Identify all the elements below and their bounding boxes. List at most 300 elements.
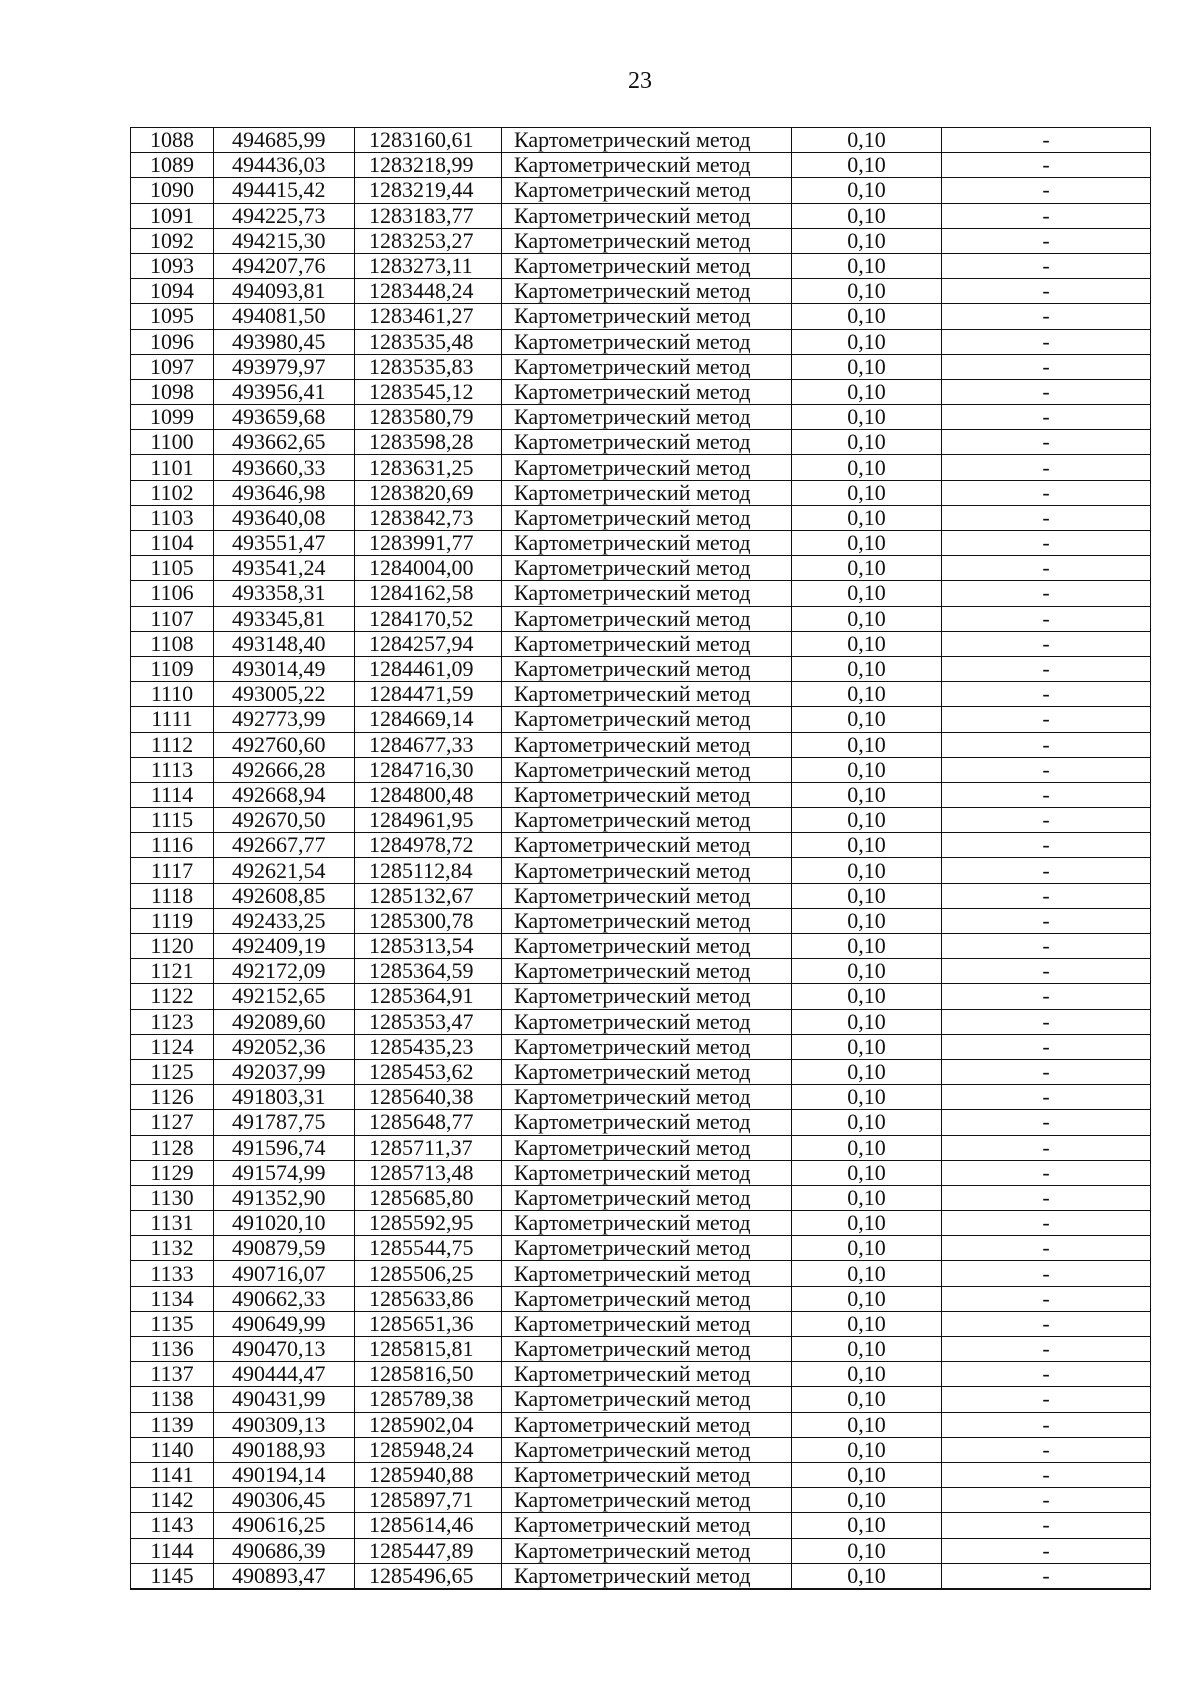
method-cell: Картометрический метод (502, 455, 792, 480)
accuracy-cell: 0,10 (792, 934, 942, 959)
note-cell: - (942, 1261, 1151, 1286)
method-cell: Картометрический метод (502, 1437, 792, 1462)
method-cell: Картометрический метод (502, 1261, 792, 1286)
method-cell: Картометрический метод (502, 228, 792, 253)
y-coordinate-cell: 1285112,84 (355, 858, 502, 883)
note-cell: - (942, 430, 1151, 455)
point-number-cell: 1097 (131, 354, 214, 379)
table-row (131, 732, 1151, 757)
y-coordinate-cell: 1285789,38 (355, 1387, 502, 1412)
x-coordinate-cell: 492608,85 (214, 883, 355, 908)
method-cell: Картометрический метод (502, 405, 792, 430)
note-cell: - (942, 1286, 1151, 1311)
accuracy-cell: 0,10 (792, 228, 942, 253)
accuracy-cell: 0,10 (792, 984, 942, 1009)
point-number-cell: 1111 (131, 707, 214, 732)
note-cell: - (942, 556, 1151, 581)
point-number-cell: 1089 (131, 153, 214, 178)
note-cell: - (942, 354, 1151, 379)
table-row (131, 279, 1151, 304)
accuracy-cell: 0,10 (792, 732, 942, 757)
table-row (131, 455, 1151, 480)
y-coordinate-cell: 1285711,37 (355, 1135, 502, 1160)
table-row (131, 782, 1151, 807)
method-cell: Картометрический метод (502, 984, 792, 1009)
method-cell: Картометрический метод (502, 279, 792, 304)
accuracy-cell: 0,10 (792, 682, 942, 707)
x-coordinate-cell: 493148,40 (214, 631, 355, 656)
x-coordinate-cell: 494225,73 (214, 203, 355, 228)
note-cell: - (942, 153, 1151, 178)
method-cell: Картометрический метод (502, 707, 792, 732)
x-coordinate-cell: 492666,28 (214, 757, 355, 782)
x-coordinate-cell: 490470,13 (214, 1337, 355, 1362)
table-row (131, 984, 1151, 1009)
y-coordinate-cell: 1285897,71 (355, 1488, 502, 1513)
method-cell: Картометрический метод (502, 808, 792, 833)
note-cell: - (942, 279, 1151, 304)
note-cell: - (942, 1412, 1151, 1437)
note-cell: - (942, 1211, 1151, 1236)
x-coordinate-cell: 490306,45 (214, 1488, 355, 1513)
accuracy-cell: 0,10 (792, 631, 942, 656)
x-coordinate-cell: 493980,45 (214, 329, 355, 354)
point-number-cell: 1094 (131, 279, 214, 304)
x-coordinate-cell: 493660,33 (214, 455, 355, 480)
x-coordinate-cell: 492089,60 (214, 1009, 355, 1034)
method-cell: Картометрический метод (502, 606, 792, 631)
table-row (131, 1437, 1151, 1462)
method-cell: Картометрический метод (502, 682, 792, 707)
table-row (131, 808, 1151, 833)
table-row (131, 430, 1151, 455)
y-coordinate-cell: 1285940,88 (355, 1462, 502, 1487)
table-row (131, 934, 1151, 959)
x-coordinate-cell: 492152,65 (214, 984, 355, 1009)
x-coordinate-cell: 493358,31 (214, 581, 355, 606)
method-cell: Картометрический метод (502, 1236, 792, 1261)
note-cell: - (942, 606, 1151, 631)
note-cell: - (942, 1488, 1151, 1513)
x-coordinate-cell: 490431,99 (214, 1387, 355, 1412)
accuracy-cell: 0,10 (792, 782, 942, 807)
accuracy-cell: 0,10 (792, 1362, 942, 1387)
note-cell: - (942, 782, 1151, 807)
point-number-cell: 1118 (131, 883, 214, 908)
method-cell: Картометрический метод (502, 253, 792, 278)
y-coordinate-cell: 1283448,24 (355, 279, 502, 304)
x-coordinate-cell: 490893,47 (214, 1563, 355, 1589)
x-coordinate-cell: 492668,94 (214, 782, 355, 807)
x-coordinate-cell: 492773,99 (214, 707, 355, 732)
table-row (131, 1236, 1151, 1261)
point-number-cell: 1104 (131, 531, 214, 556)
y-coordinate-cell: 1285640,38 (355, 1085, 502, 1110)
accuracy-cell: 0,10 (792, 178, 942, 203)
method-cell: Картометрический метод (502, 959, 792, 984)
method-cell: Картометрический метод (502, 1462, 792, 1487)
table-row (131, 656, 1151, 681)
point-number-cell: 1093 (131, 253, 214, 278)
x-coordinate-cell: 492670,50 (214, 808, 355, 833)
y-coordinate-cell: 1284716,30 (355, 757, 502, 782)
y-coordinate-cell: 1285614,46 (355, 1513, 502, 1538)
accuracy-cell: 0,10 (792, 606, 942, 631)
note-cell: - (942, 631, 1151, 656)
accuracy-cell: 0,10 (792, 1034, 942, 1059)
note-cell: - (942, 833, 1151, 858)
point-number-cell: 1143 (131, 1513, 214, 1538)
table-row (131, 153, 1151, 178)
accuracy-cell: 0,10 (792, 1135, 942, 1160)
y-coordinate-cell: 1285685,80 (355, 1185, 502, 1210)
accuracy-cell: 0,10 (792, 430, 942, 455)
coordinates-table (130, 127, 1151, 1590)
x-coordinate-cell: 493956,41 (214, 379, 355, 404)
point-number-cell: 1115 (131, 808, 214, 833)
accuracy-cell: 0,10 (792, 1059, 942, 1084)
x-coordinate-cell: 492667,77 (214, 833, 355, 858)
x-coordinate-cell: 493014,49 (214, 656, 355, 681)
point-number-cell: 1122 (131, 984, 214, 1009)
x-coordinate-cell: 494436,03 (214, 153, 355, 178)
method-cell: Картометрический метод (502, 480, 792, 505)
y-coordinate-cell: 1284162,58 (355, 581, 502, 606)
y-coordinate-cell: 1285713,48 (355, 1160, 502, 1185)
note-cell: - (942, 908, 1151, 933)
table-row (131, 1362, 1151, 1387)
y-coordinate-cell: 1283535,83 (355, 354, 502, 379)
point-number-cell: 1114 (131, 782, 214, 807)
point-number-cell: 1128 (131, 1135, 214, 1160)
note-cell: - (942, 203, 1151, 228)
point-number-cell: 1137 (131, 1362, 214, 1387)
note-cell: - (942, 732, 1151, 757)
x-coordinate-cell: 494415,42 (214, 178, 355, 203)
accuracy-cell: 0,10 (792, 1412, 942, 1437)
accuracy-cell: 0,10 (792, 354, 942, 379)
point-number-cell: 1102 (131, 480, 214, 505)
accuracy-cell: 0,10 (792, 1387, 942, 1412)
point-number-cell: 1095 (131, 304, 214, 329)
table-row (131, 833, 1151, 858)
point-number-cell: 1121 (131, 959, 214, 984)
table-row (131, 505, 1151, 530)
x-coordinate-cell: 493659,68 (214, 405, 355, 430)
point-number-cell: 1088 (131, 128, 214, 153)
y-coordinate-cell: 1284257,94 (355, 631, 502, 656)
y-coordinate-cell: 1285592,95 (355, 1211, 502, 1236)
point-number-cell: 1100 (131, 430, 214, 455)
y-coordinate-cell: 1284471,59 (355, 682, 502, 707)
x-coordinate-cell: 490188,93 (214, 1437, 355, 1462)
point-number-cell: 1110 (131, 682, 214, 707)
method-cell: Картометрический метод (502, 1286, 792, 1311)
accuracy-cell: 0,10 (792, 128, 942, 153)
note-cell: - (942, 1160, 1151, 1185)
accuracy-cell: 0,10 (792, 581, 942, 606)
table-row (131, 203, 1151, 228)
accuracy-cell: 0,10 (792, 203, 942, 228)
y-coordinate-cell: 1285453,62 (355, 1059, 502, 1084)
accuracy-cell: 0,10 (792, 531, 942, 556)
coordinates-table-body (131, 128, 1151, 1589)
y-coordinate-cell: 1283598,28 (355, 430, 502, 455)
table-row (131, 1059, 1151, 1084)
accuracy-cell: 0,10 (792, 1462, 942, 1487)
y-coordinate-cell: 1285300,78 (355, 908, 502, 933)
point-number-cell: 1142 (131, 1488, 214, 1513)
accuracy-cell: 0,10 (792, 1261, 942, 1286)
x-coordinate-cell: 491596,74 (214, 1135, 355, 1160)
x-coordinate-cell: 492052,36 (214, 1034, 355, 1059)
method-cell: Картометрический метод (502, 1185, 792, 1210)
method-cell: Картометрический метод (502, 1211, 792, 1236)
x-coordinate-cell: 491803,31 (214, 1085, 355, 1110)
table-row (131, 379, 1151, 404)
x-coordinate-cell: 492621,54 (214, 858, 355, 883)
x-coordinate-cell: 490194,14 (214, 1462, 355, 1487)
accuracy-cell: 0,10 (792, 858, 942, 883)
y-coordinate-cell: 1283273,11 (355, 253, 502, 278)
method-cell: Картометрический метод (502, 1488, 792, 1513)
table-row (131, 1412, 1151, 1437)
note-cell: - (942, 480, 1151, 505)
table-row (131, 531, 1151, 556)
note-cell: - (942, 505, 1151, 530)
point-number-cell: 1117 (131, 858, 214, 883)
y-coordinate-cell: 1285633,86 (355, 1286, 502, 1311)
table-row (131, 959, 1151, 984)
point-number-cell: 1096 (131, 329, 214, 354)
method-cell: Картометрический метод (502, 757, 792, 782)
method-cell: Картометрический метод (502, 1563, 792, 1589)
y-coordinate-cell: 1283580,79 (355, 405, 502, 430)
method-cell: Картометрический метод (502, 1513, 792, 1538)
note-cell: - (942, 1462, 1151, 1487)
point-number-cell: 1120 (131, 934, 214, 959)
y-coordinate-cell: 1285902,04 (355, 1412, 502, 1437)
note-cell: - (942, 1513, 1151, 1538)
method-cell: Картометрический метод (502, 556, 792, 581)
accuracy-cell: 0,10 (792, 707, 942, 732)
y-coordinate-cell: 1284978,72 (355, 833, 502, 858)
method-cell: Картометрический метод (502, 1311, 792, 1336)
point-number-cell: 1136 (131, 1337, 214, 1362)
table-row (131, 556, 1151, 581)
x-coordinate-cell: 493345,81 (214, 606, 355, 631)
accuracy-cell: 0,10 (792, 1286, 942, 1311)
method-cell: Картометрический метод (502, 128, 792, 153)
accuracy-cell: 0,10 (792, 153, 942, 178)
table-row (131, 1513, 1151, 1538)
point-number-cell: 1131 (131, 1211, 214, 1236)
accuracy-cell: 0,10 (792, 405, 942, 430)
method-cell: Картометрический метод (502, 178, 792, 203)
note-cell: - (942, 757, 1151, 782)
table-row (131, 1009, 1151, 1034)
note-cell: - (942, 304, 1151, 329)
accuracy-cell: 0,10 (792, 556, 942, 581)
accuracy-cell: 0,10 (792, 253, 942, 278)
y-coordinate-cell: 1285132,67 (355, 883, 502, 908)
table-row (131, 1110, 1151, 1135)
method-cell: Картометрический метод (502, 1412, 792, 1437)
x-coordinate-cell: 490716,07 (214, 1261, 355, 1286)
method-cell: Картометрический метод (502, 203, 792, 228)
x-coordinate-cell: 493551,47 (214, 531, 355, 556)
method-cell: Картометрический метод (502, 1110, 792, 1135)
x-coordinate-cell: 494081,50 (214, 304, 355, 329)
method-cell: Картометрический метод (502, 858, 792, 883)
method-cell: Картометрический метод (502, 1135, 792, 1160)
accuracy-cell: 0,10 (792, 833, 942, 858)
note-cell: - (942, 858, 1151, 883)
method-cell: Картометрический метод (502, 1085, 792, 1110)
note-cell: - (942, 1311, 1151, 1336)
note-cell: - (942, 959, 1151, 984)
x-coordinate-cell: 490879,59 (214, 1236, 355, 1261)
point-number-cell: 1130 (131, 1185, 214, 1210)
accuracy-cell: 0,10 (792, 1437, 942, 1462)
y-coordinate-cell: 1283183,77 (355, 203, 502, 228)
point-number-cell: 1126 (131, 1085, 214, 1110)
x-coordinate-cell: 492172,09 (214, 959, 355, 984)
x-coordinate-cell: 494215,30 (214, 228, 355, 253)
table-row (131, 1462, 1151, 1487)
point-number-cell: 1144 (131, 1538, 214, 1563)
point-number-cell: 1133 (131, 1261, 214, 1286)
point-number-cell: 1112 (131, 732, 214, 757)
table-row (131, 1135, 1151, 1160)
method-cell: Картометрический метод (502, 908, 792, 933)
note-cell: - (942, 253, 1151, 278)
table-row (131, 1085, 1151, 1110)
accuracy-cell: 0,10 (792, 1236, 942, 1261)
y-coordinate-cell: 1283535,48 (355, 329, 502, 354)
table-row (131, 1160, 1151, 1185)
point-number-cell: 1099 (131, 405, 214, 430)
accuracy-cell: 0,10 (792, 329, 942, 354)
y-coordinate-cell: 1285816,50 (355, 1362, 502, 1387)
accuracy-cell: 0,10 (792, 455, 942, 480)
y-coordinate-cell: 1283218,99 (355, 153, 502, 178)
note-cell: - (942, 581, 1151, 606)
x-coordinate-cell: 490686,39 (214, 1538, 355, 1563)
accuracy-cell: 0,10 (792, 480, 942, 505)
method-cell: Картометрический метод (502, 153, 792, 178)
note-cell: - (942, 1437, 1151, 1462)
x-coordinate-cell: 492760,60 (214, 732, 355, 757)
x-coordinate-cell: 493662,65 (214, 430, 355, 455)
y-coordinate-cell: 1285648,77 (355, 1110, 502, 1135)
method-cell: Картометрический метод (502, 656, 792, 681)
accuracy-cell: 0,10 (792, 1009, 942, 1034)
x-coordinate-cell: 490662,33 (214, 1286, 355, 1311)
point-number-cell: 1135 (131, 1311, 214, 1336)
note-cell: - (942, 455, 1151, 480)
y-coordinate-cell: 1285815,81 (355, 1337, 502, 1362)
x-coordinate-cell: 493640,08 (214, 505, 355, 530)
point-number-cell: 1105 (131, 556, 214, 581)
x-coordinate-cell: 492409,19 (214, 934, 355, 959)
table-row (131, 682, 1151, 707)
y-coordinate-cell: 1285435,23 (355, 1034, 502, 1059)
x-coordinate-cell: 491574,99 (214, 1160, 355, 1185)
table-row (131, 228, 1151, 253)
point-number-cell: 1123 (131, 1009, 214, 1034)
y-coordinate-cell: 1285948,24 (355, 1437, 502, 1462)
table-row (131, 354, 1151, 379)
note-cell: - (942, 1563, 1151, 1589)
table-row (131, 1034, 1151, 1059)
x-coordinate-cell: 491352,90 (214, 1185, 355, 1210)
point-number-cell: 1124 (131, 1034, 214, 1059)
method-cell: Картометрический метод (502, 531, 792, 556)
y-coordinate-cell: 1283991,77 (355, 531, 502, 556)
table-row (131, 1211, 1151, 1236)
x-coordinate-cell: 493646,98 (214, 480, 355, 505)
point-number-cell: 1140 (131, 1437, 214, 1462)
method-cell: Картометрический метод (502, 631, 792, 656)
table-row (131, 908, 1151, 933)
point-number-cell: 1098 (131, 379, 214, 404)
point-number-cell: 1103 (131, 505, 214, 530)
y-coordinate-cell: 1283842,73 (355, 505, 502, 530)
x-coordinate-cell: 491020,10 (214, 1211, 355, 1236)
x-coordinate-cell: 490649,99 (214, 1311, 355, 1336)
note-cell: - (942, 1059, 1151, 1084)
accuracy-cell: 0,10 (792, 304, 942, 329)
method-cell: Картометрический метод (502, 430, 792, 455)
accuracy-cell: 0,10 (792, 1488, 942, 1513)
method-cell: Картометрический метод (502, 1538, 792, 1563)
y-coordinate-cell: 1285447,89 (355, 1538, 502, 1563)
y-coordinate-cell: 1284170,52 (355, 606, 502, 631)
method-cell: Картометрический метод (502, 329, 792, 354)
table-row (131, 178, 1151, 203)
accuracy-cell: 0,10 (792, 1160, 942, 1185)
table-row (131, 480, 1151, 505)
note-cell: - (942, 379, 1151, 404)
y-coordinate-cell: 1284669,14 (355, 707, 502, 732)
method-cell: Картометрический метод (502, 1362, 792, 1387)
y-coordinate-cell: 1285506,25 (355, 1261, 502, 1286)
note-cell: - (942, 1135, 1151, 1160)
y-coordinate-cell: 1285313,54 (355, 934, 502, 959)
note-cell: - (942, 682, 1151, 707)
x-coordinate-cell: 494093,81 (214, 279, 355, 304)
y-coordinate-cell: 1284677,33 (355, 732, 502, 757)
method-cell: Картометрический метод (502, 1160, 792, 1185)
point-number-cell: 1101 (131, 455, 214, 480)
point-number-cell: 1141 (131, 1462, 214, 1487)
note-cell: - (942, 405, 1151, 430)
accuracy-cell: 0,10 (792, 505, 942, 530)
y-coordinate-cell: 1285364,59 (355, 959, 502, 984)
note-cell: - (942, 1009, 1151, 1034)
x-coordinate-cell: 490309,13 (214, 1412, 355, 1437)
method-cell: Картометрический метод (502, 379, 792, 404)
x-coordinate-cell: 494207,76 (214, 253, 355, 278)
point-number-cell: 1090 (131, 178, 214, 203)
table-row (131, 1286, 1151, 1311)
note-cell: - (942, 1387, 1151, 1412)
table-row (131, 304, 1151, 329)
method-cell: Картометрический метод (502, 1059, 792, 1084)
x-coordinate-cell: 493541,24 (214, 556, 355, 581)
method-cell: Картометрический метод (502, 732, 792, 757)
